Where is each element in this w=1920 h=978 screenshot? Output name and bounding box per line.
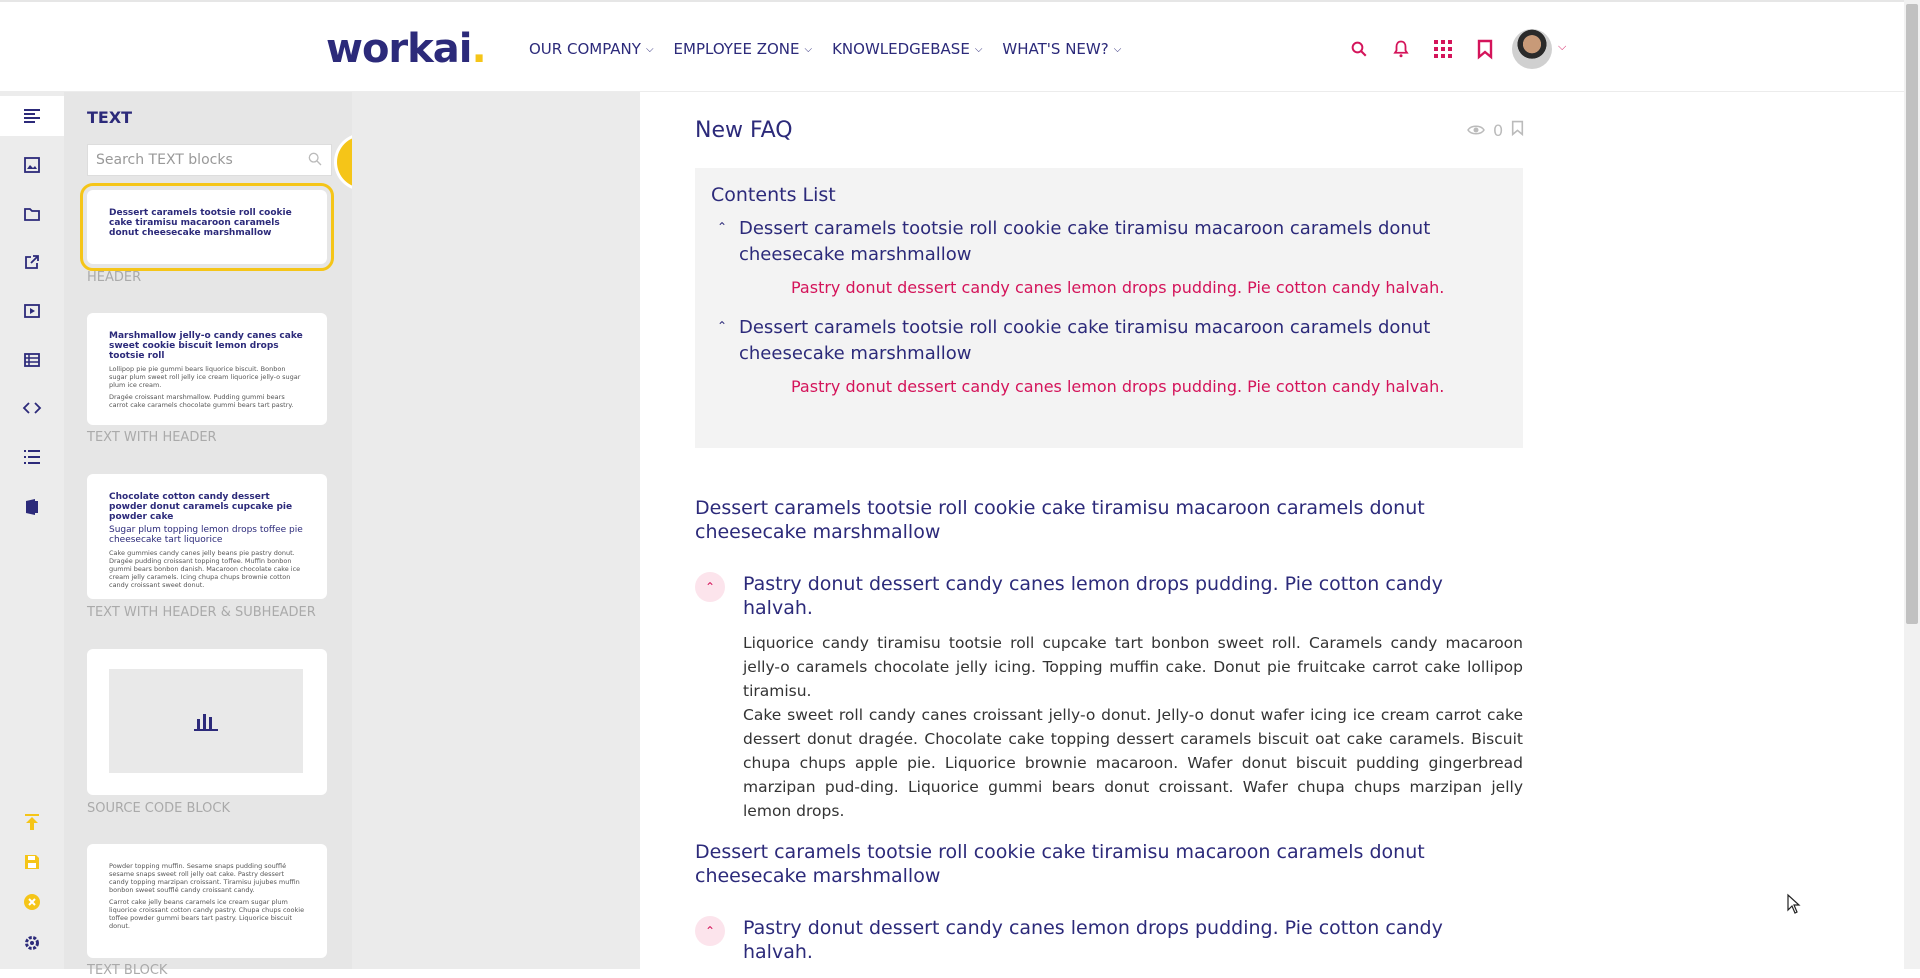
search-placeholder: Search TEXT blocks	[96, 152, 233, 168]
section-heading: Dessert caramels tootsie roll cookie cake tiramisu macaroon caramels donut cheesecake marshmallow	[695, 497, 1425, 543]
faq-question[interactable]: Pastry donut dessert candy canes lemon drops pudding. Pie cotton candy halvah.	[743, 917, 1443, 963]
top-bar	[0, 0, 1904, 92]
chart-icon	[109, 669, 303, 773]
block-header[interactable]	[87, 190, 327, 264]
page-scrollbar[interactable]	[1904, 0, 1920, 969]
image-icon[interactable]	[0, 145, 64, 185]
faq-answer-paragraph: Liquorice candy tiramisu tootsie roll cupcake tart bonbon sweet roll. Caramels candy macaroon jelly-o caramels chocolate jelly icing. Topping muffin cake. Donut pie fruitcake carrot cake lollipop tiramisu.	[743, 634, 1523, 700]
block-label: HEADER	[87, 270, 142, 285]
toc-item[interactable]	[711, 315, 1507, 367]
close-icon[interactable]	[0, 882, 64, 922]
contents-list-title: Contents List	[711, 184, 836, 206]
blocks-panel	[64, 92, 352, 978]
publish-icon[interactable]	[0, 802, 64, 842]
block-text-with-header[interactable]	[87, 313, 327, 425]
nav-whats-new[interactable]	[1002, 40, 1121, 58]
eye-icon	[1467, 121, 1485, 140]
block-preview-text: Carrot cake jelly beans caramels ice cream sugar plum liquorice croissant cotton candy pastry. Chupa chups cookie toffee powder gummi bears tart pastry. Liquorice biscuit donut.	[109, 898, 305, 930]
block-label: TEXT WITH HEADER & SUBHEADER	[87, 605, 316, 620]
block-source-code[interactable]	[87, 649, 327, 795]
apps-grid-icon[interactable]	[1430, 36, 1456, 62]
section-heading: Dessert caramels tootsie roll cookie cake tiramisu macaroon caramels donut cheesecake marshmallow	[695, 841, 1425, 887]
block-text[interactable]	[87, 844, 327, 958]
toc-item-text[interactable]: Dessert caramels tootsie roll cookie cake tiramisu macaroon caramels donut cheesecake marshmallow	[739, 317, 1431, 364]
chevron-up-icon: ⌃	[717, 220, 728, 234]
block-label: TEXT WITH HEADER	[87, 430, 217, 445]
chevron-down-icon[interactable]: ⌵	[1558, 40, 1567, 53]
block-preview-heading: Marshmallow jelly-o candy canes cake sweet cookie biscuit lemon drops tootsie roll	[109, 331, 303, 361]
folder-icon[interactable]	[0, 194, 64, 234]
bookmark-icon[interactable]	[1511, 120, 1524, 140]
nav-our-company[interactable]	[529, 40, 654, 58]
nav-label: KNOWLEDGEBASE	[832, 40, 970, 58]
block-preview-heading: Chocolate cotton candy dessert powder donut caramels cupcake pie powder cake	[109, 492, 293, 522]
list-icon[interactable]	[0, 437, 64, 477]
block-label: TEXT BLOCK	[87, 963, 168, 978]
document-meta	[1467, 120, 1524, 140]
nav-employee-zone[interactable]	[674, 40, 813, 58]
faq-item	[695, 916, 1523, 969]
toc-item-text[interactable]: Dessert caramels tootsie roll cookie cake tiramisu macaroon caramels donut cheesecake marshmallow	[739, 218, 1431, 265]
search-blocks-input[interactable]	[87, 144, 332, 176]
office-icon[interactable]	[0, 487, 64, 527]
contents-list	[695, 168, 1523, 448]
panel-title: TEXT	[87, 108, 133, 127]
workai-logo[interactable]	[326, 26, 486, 72]
header-actions	[1346, 36, 1498, 62]
nav-label: EMPLOYEE ZONE	[673, 40, 800, 58]
chevron-down-icon: ⌵	[974, 43, 983, 55]
collapse-button[interactable]: ⌃	[695, 916, 725, 946]
search-icon[interactable]	[1346, 36, 1372, 62]
chevron-up-icon: ⌃	[717, 319, 728, 333]
editor-gutter	[352, 92, 640, 969]
video-icon[interactable]	[0, 291, 64, 331]
text-icon[interactable]	[0, 96, 64, 136]
block-text-with-header-subheader[interactable]	[87, 474, 327, 599]
block-preview-subheading: Sugar plum topping lemon drops toffee pie cheesecake tart liquorice	[109, 525, 303, 545]
block-preview-text: Lollipop pie pie gummi bears liquorice biscuit. Bonbon sugar plum sweet roll jelly ice cream liquorice jelly-o sugar plum ice cream.	[109, 365, 301, 389]
view-count: 0	[1493, 120, 1504, 140]
faq-question[interactable]: Pastry donut dessert candy canes lemon drops pudding. Pie cotton candy halvah.	[743, 573, 1443, 619]
toc-subitem[interactable]: Pastry donut dessert candy canes lemon drops pudding. Pie cotton candy halvah.	[791, 377, 1445, 396]
bell-icon[interactable]	[1388, 36, 1414, 62]
table-icon[interactable]	[0, 340, 64, 380]
chevron-down-icon: ⌵	[804, 43, 813, 55]
settings-icon[interactable]	[0, 923, 64, 963]
block-type-toolbar	[0, 92, 64, 969]
nav-label: WHAT'S NEW?	[1002, 40, 1109, 58]
logo-text: workai	[326, 26, 472, 72]
chevron-down-icon: ⌵	[645, 43, 654, 55]
chevron-down-icon: ⌵	[1113, 43, 1122, 55]
toc-subitem[interactable]: Pastry donut dessert candy canes lemon drops pudding. Pie cotton candy halvah.	[791, 278, 1445, 297]
mouse-cursor-icon	[1787, 894, 1801, 919]
toc-item[interactable]	[711, 216, 1507, 268]
nav-label: OUR COMPANY	[529, 40, 641, 58]
scroll-thumb[interactable]	[1906, 4, 1918, 624]
external-link-icon[interactable]	[0, 242, 64, 282]
block-label: SOURCE CODE BLOCK	[87, 801, 231, 816]
faq-item	[695, 572, 1523, 832]
user-avatar[interactable]	[1512, 29, 1552, 69]
block-preview-text: Powder topping muffin. Sesame snaps pudding soufflé sesame snaps sweet roll jelly oat cake. Pastry dessert candy topping marzipan croissant. Tiramisu jujubes muffin bonbon sweet soufflé candy croissant candy.	[109, 862, 300, 894]
code-icon[interactable]	[0, 388, 64, 428]
page-title: New FAQ	[695, 118, 793, 143]
logo-dot: .	[471, 26, 486, 72]
bookmark-icon[interactable]	[1472, 36, 1498, 62]
nav-knowledgebase[interactable]	[832, 40, 982, 58]
editor-content	[640, 92, 1888, 969]
main-nav	[529, 40, 1121, 58]
block-preview-text: Dragée croissant marshmallow. Pudding gummi bears carrot cake caramels chocolate gummi bears tart pastry.	[109, 393, 294, 409]
collapse-button[interactable]: ⌃	[695, 572, 725, 602]
save-icon[interactable]	[0, 842, 64, 882]
block-preview-heading: Dessert caramels tootsie roll cookie cake tiramisu macaroon caramels donut cheesecake marshmallow	[109, 208, 292, 238]
faq-answer-paragraph: Cake sweet roll candy canes croissant jelly-o donut. Jelly-o donut wafer icing ice cream carrot cake dessert donut dragée. Chocolate cake topping dessert caramels biscuit oat cake caramels. Biscuit chupa chups apple pie. Liquorice brownie macaroon. Wafer donut biscuit pudding gingerbread marzipan pud-ding. Liquorice gummi bears donut croissant. Wafer chupa chups marzipan jelly lemon drops.	[743, 706, 1523, 820]
search-icon	[307, 151, 323, 171]
block-preview-text: Cake gummies candy canes jelly beans pie pastry donut. Dragée pudding croissant topping toffee. Muffin bonbon gummi bears bonbon danish. Macaroon chocolate cake ice cream jelly caramels. Icing chupa chups brownie cotton candy croissant sweet donut.	[109, 549, 301, 589]
